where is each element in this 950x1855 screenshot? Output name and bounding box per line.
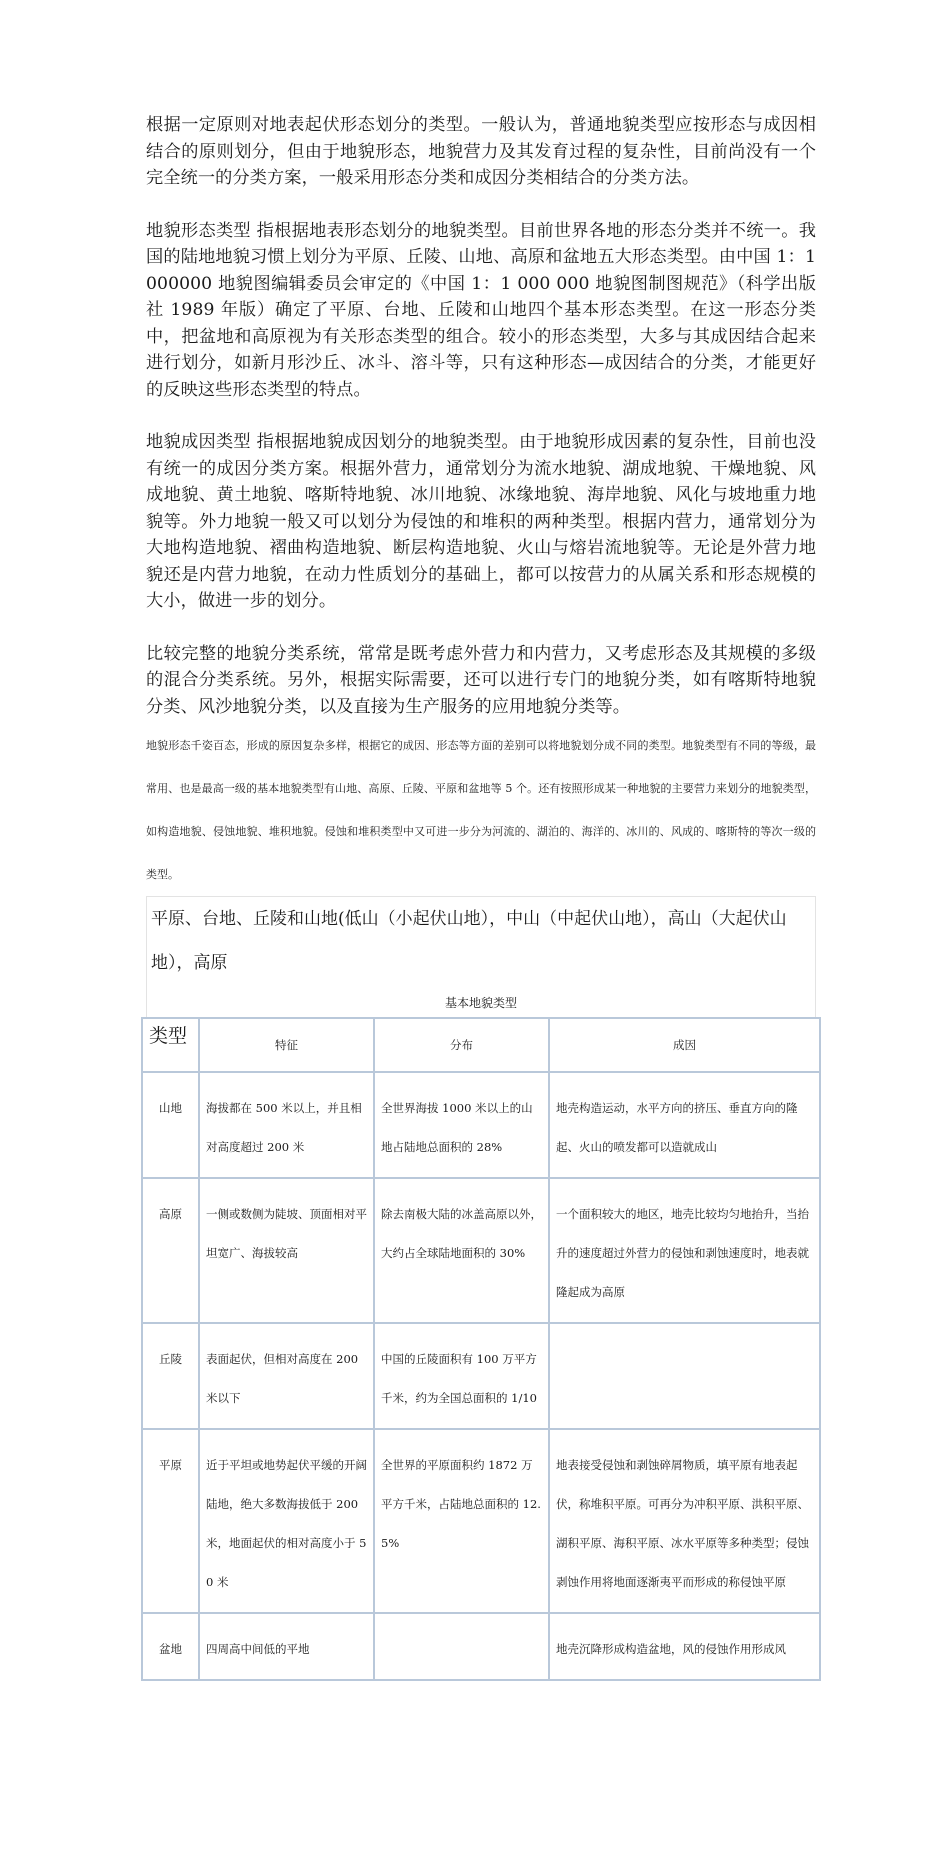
cell-feature: 海拔都在 500 米以上，并且相对高度超过 200 米 [199,1072,374,1178]
cell-cause: 一个面积较大的地区，地壳比较均匀地抬升，当抬升的速度超过外营力的侵蚀和剥蚀速度时，地表就隆起成为高原 [549,1178,820,1323]
intro-paragraph: 根据一定原则对地表起伏形态划分的类型。一般认为，普通地貌类型应按形态与成因相结合的原则划分，但由于地貌形态，地貌营力及其发育过程的复杂性，目前尚没有一个完全统一的分类方案，一般采用形态分类和成因分类相结合的分类方法。 [146,115,816,188]
cell-type: 丘陵 [142,1323,199,1429]
table-row [142,1429,820,1613]
cell-type: 盆地 [142,1613,199,1680]
box-text: 平原、台地、丘陵和山地(低山（小起伏山地），中山（中起伏山地），高山（大起伏山地），高原 [151,909,787,973]
cell-type: 高原 [142,1178,199,1323]
header-cause: 成因 [549,1018,820,1072]
cell-distribution: 除去南极大陆的冰盖高原以外，大约占全球陆地面积的 30% [374,1178,549,1323]
classification-paragraph: 比较完整的地貌分类系统，常常是既考虑外营力和内营力，又考虑形态及其规模的多级的混合分类系统。另外，根据实际需要，还可以进行专门的地貌分类，如有喀斯特地貌分类、风沙地貌分类，以及直接为生产服务的应用地貌分类等。 [146,643,816,717]
table-header-row [142,1018,820,1072]
table-row [142,1178,820,1323]
table-row [142,1613,820,1680]
genesis-paragraph: 地貌成因类型 指根据地貌成因划分的地貌类型。由于地貌形成因素的复杂性，目前也没有统一的成因分类方案。根据外营力，通常划分为流水地貌、湖成地貌、干燥地貌、风成地貌、黄土地貌、喀斯特地貌、冰川地貌、冰缘地貌、海岸地貌、风化与坡地重力地貌等。外力地貌一般又可以划分为侵蚀的和堆积的两种类型。根据内营力，通常划分为大地构造地貌、褶曲构造地貌、断层构造地貌、火山与熔岩流地貌等。无论是外营力地貌还是内营力地貌，在动力性质划分的基础上，都可以按营力的从属关系和形态规模的大小，做进一步的划分。 [146,432,816,611]
cell-cause: 地表接受侵蚀和剥蚀碎屑物质，填平原有地表起伏，称堆积平原。可再分为冲积平原、洪积平原、湖积平原、海积平原、冰水平原等多种类型；侵蚀剥蚀作用将地面逐渐夷平而形成的称侵蚀平原 [549,1429,820,1613]
cell-distribution [374,1613,549,1680]
cell-feature: 近于平坦或地势起伏平缓的开阔陆地，绝大多数海拔低于 200 米，地面起伏的相对高度小于 50 米 [199,1429,374,1613]
cell-feature: 一侧或数侧为陡坡、顶面相对平坦宽广、海拔较高 [199,1178,374,1323]
cell-distribution: 中国的丘陵面积有 100 万平方千米，约为全国总面积的 1/10 [374,1323,549,1429]
cell-cause: 地壳沉降形成构造盆地，风的侵蚀作用形成风 [549,1613,820,1680]
cell-type: 山地 [142,1072,199,1178]
header-type: 类型 [142,1018,199,1072]
header-distribution: 分布 [374,1018,549,1072]
header-feature: 特征 [199,1018,374,1072]
cell-type: 平原 [142,1429,199,1613]
morphology-paragraph: 地貌形态类型 指根据地表形态划分的地貌类型。目前世界各地的形态分类并不统一。我国的陆地地貌习惯上划分为平原、丘陵、山地、高原和盆地五大形态类型。由中国 1：1 000000 地貌图编辑委员会审定的《中国 1：1 000 000 地貌图制图规范》（科学出版社 1989 年版）确定了平原、台地、丘陵和山地四个基本形态类型。在这一形态分类中，把盆地和高原视为有关形态类型的组合。较小的形态类型，大多与其成因结合起来进行划分，如新月形沙丘、冰斗、溶斗等，只有这种形态—成因结合的分类，才能更好的反映这些形态类型的特点。 [146,220,816,400]
table-caption: 基本地貌类型 [444,996,517,1010]
landform-box [146,896,816,1017]
cell-cause: 地壳构造运动，水平方向的挤压、垂直方向的隆起、火山的喷发都可以造就成山 [549,1072,820,1178]
table-row [142,1323,820,1429]
document-page [146,112,816,1681]
cell-cause [549,1323,820,1429]
small-text-block: 地貌形态千姿百态，形成的原因复杂多样，根据它的成因、形态等方面的差别可以将地貌划分成不同的类型。地貌类型有不同的等级，最常用、也是最高一级的基本地貌类型有山地、高原、丘陵、平原和盆地等 5 个。还有按照形成某一种地貌的主要营力来划分的地貌类型，如构造地貌、侵蚀地貌、堆积地貌。侵蚀和堆积类型中又可进一步分为河流的、湖泊的、海洋的、冰川的、风成的、喀斯特的等次一级的类型。 [146,739,816,881]
cell-feature: 表面起伏，但相对高度在 200 米以下 [199,1323,374,1429]
cell-feature: 四周高中间低的平地 [199,1613,374,1680]
cell-distribution: 全世界的平原面积约 1872 万平方千米，占陆地总面积的 12.5% [374,1429,549,1613]
landform-table [141,1017,821,1681]
cell-distribution: 全世界海拔 1000 米以上的山地占陆地总面积的 28% [374,1072,549,1178]
table-row [142,1072,820,1178]
